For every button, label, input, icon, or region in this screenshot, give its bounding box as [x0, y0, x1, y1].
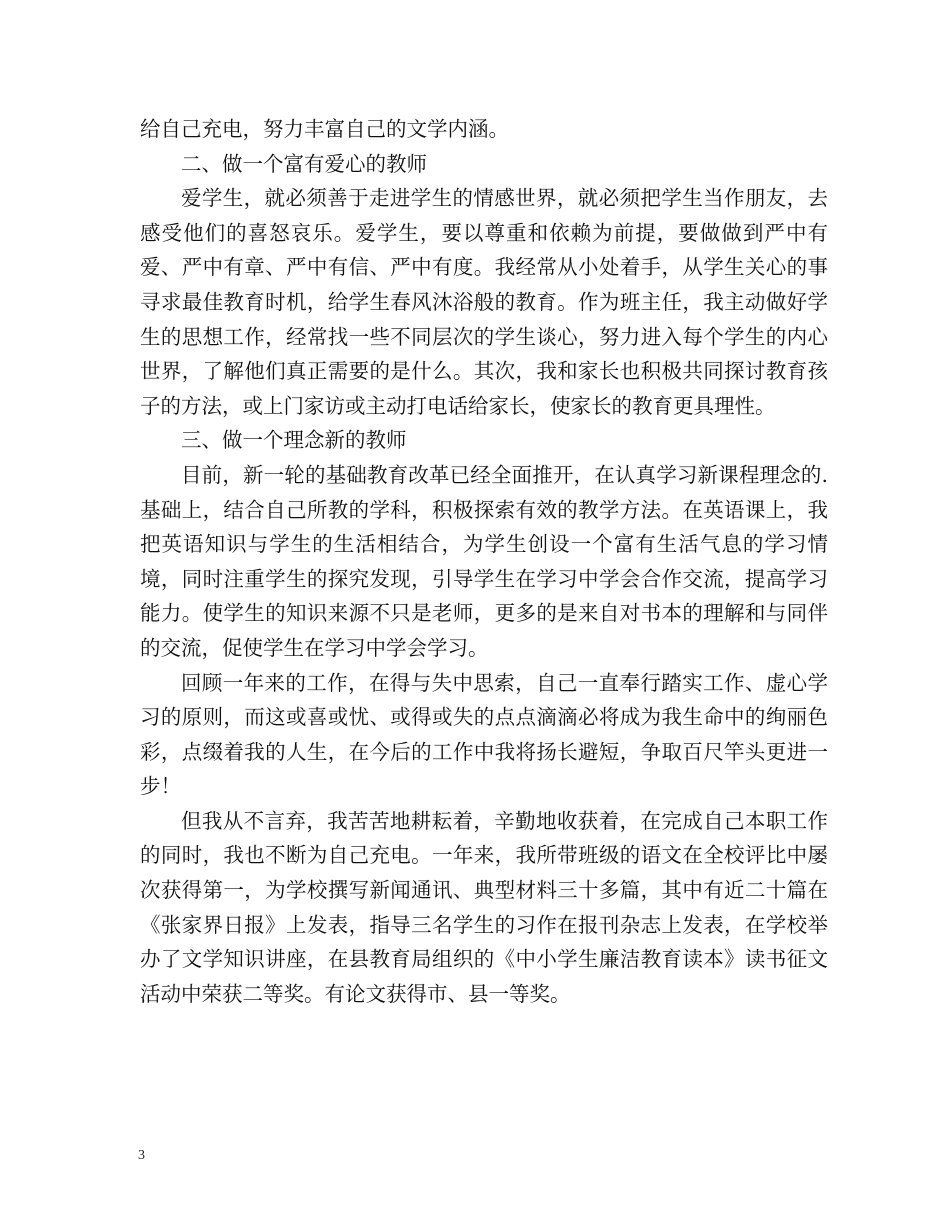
section-heading: 三、做一个理念新的教师 — [181, 428, 407, 453]
paragraph: 目前，新一轮的基础教育改革已经全面推开，在认真学习新课程理念的.基础上，结合自己所教的学科，积极探索有效的教学方法。在英语课上，我把英语知识与学生的生活相结合，为学生创设一个富有生活气息的学习情境，同时注重学生的探究发现，引导学生在学习中学会合作交流，提高学习能力。使学生的知识来源不只是老师，更多的是来自对书本的理解和与同伴的交流，促使学生在学习中学会学习。 — [140, 462, 828, 660]
paragraph: 爱学生，就必须善于走进学生的情感世界，就必须把学生当作朋友，去感受他们的喜怒哀乐。爱学生，要以尊重和依赖为前提，要做做到严中有爱、严中有章、严中有信、严中有度。我经常从小处着手，从学生关心的事寻求最佳教育时机，给学生春风沐浴般的教育。作为班主任，我主动做好学生的思想工作，经常找一些不同层次的学生谈心，努力进入每个学生的内心世界，了解他们真正需要的是什么。其次，我和家长也积极共同探讨教育孩子的方法，或上门家访或主动打电话给家长，使家长的教育更具理性。 — [140, 186, 828, 418]
paragraph: 回顾一年来的工作，在得与失中思索，自己一直奉行踏实工作、虚心学习的原则，而这或喜或忧、或得或失的点点滴滴必将成为我生命中的绚丽色彩，点缀着我的人生，在今后的工作中我将扬长避短，争取百尺竿头更进一步！ — [140, 670, 828, 799]
page-number: 3 — [138, 1148, 145, 1163]
paragraph: 给自己充电，努力丰富自己的文学内涵。 — [140, 117, 509, 141]
document-body — [140, 112, 828, 1011]
paragraph: 但我从不言弃，我苦苦地耕耘着，辛勤地收获着，在完成自己本职工作的同时，我也不断为自己充电。一年来，我所带班级的语文在全校评比中屡次获得第一，为学校撰写新闻通讯、典型材料三十多篇，其中有近二十篇在《张家界日报》上发表，指导三名学生的习作在报刊杂志上发表，在学校举办了文学知识讲座，在县教育局组织的《中小学生廉洁教育读本》读书征文活动中荣获二等奖。有论文获得市、县一等奖。 — [140, 808, 828, 1006]
section-heading: 二、做一个富有爱心的教师 — [181, 151, 427, 176]
